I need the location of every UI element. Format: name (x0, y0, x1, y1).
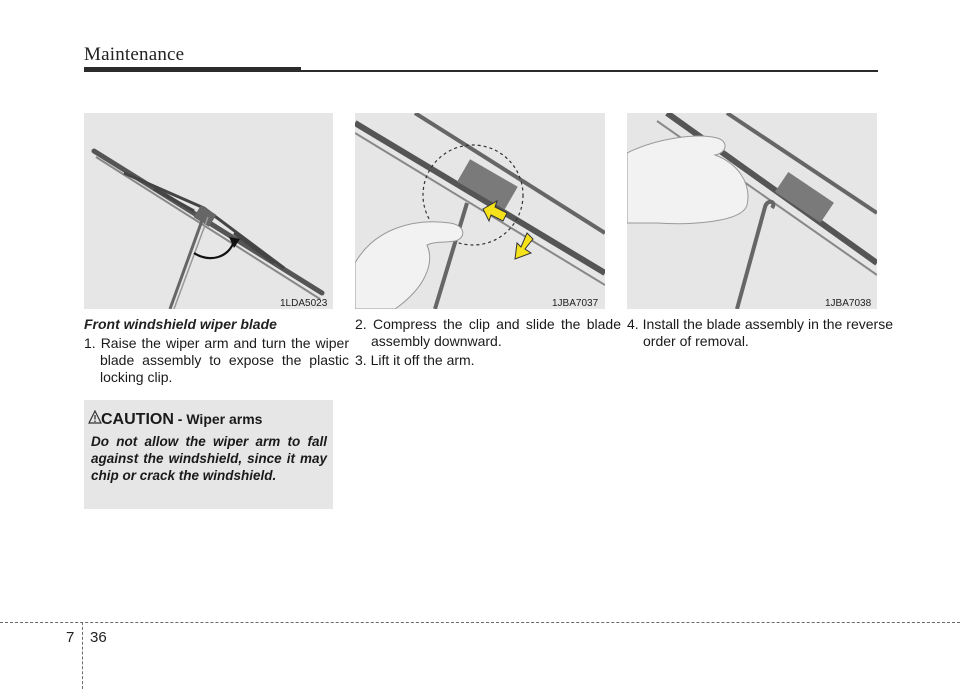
figure-2-illustration (355, 113, 605, 309)
caution-title (101, 411, 262, 429)
step-2: 2. Compress the clip and slide the blade assembly downward. (355, 316, 621, 349)
page-number: 36 (90, 629, 107, 646)
chapter-number: 7 (66, 629, 75, 646)
figure-2-code: 1JBA7037 (552, 298, 599, 309)
warning-triangle-icon (88, 410, 102, 429)
figure-1-illustration (84, 113, 333, 309)
page-header-title: Maintenance (84, 44, 185, 65)
step-1: 1. Raise the wiper arm and turn the wiper blade assembly to expose the plastic locking clip. (84, 335, 349, 385)
step-3: 3. Lift it off the arm. (355, 352, 475, 368)
section-heading: Front windshield wiper blade (84, 316, 277, 332)
footer-rule (0, 622, 960, 623)
caution-subtitle: - Wiper arms (173, 411, 263, 427)
figure-1-code: 1LDA5023 (280, 298, 328, 309)
footer-divider (82, 622, 83, 689)
caution-text: Do not allow the wiper arm to fall against the windshield, since it may chip or crack the windshield. (91, 434, 327, 483)
figure-3-code: 1JBA7038 (825, 298, 872, 309)
header-rule-thin (301, 70, 878, 72)
step-4: 4. Install the blade assembly in the reverse order of removal. (627, 316, 893, 349)
figure-3-illustration (627, 113, 877, 309)
header-rule-thick (84, 67, 301, 72)
caution-label: CAUTION (101, 411, 174, 428)
